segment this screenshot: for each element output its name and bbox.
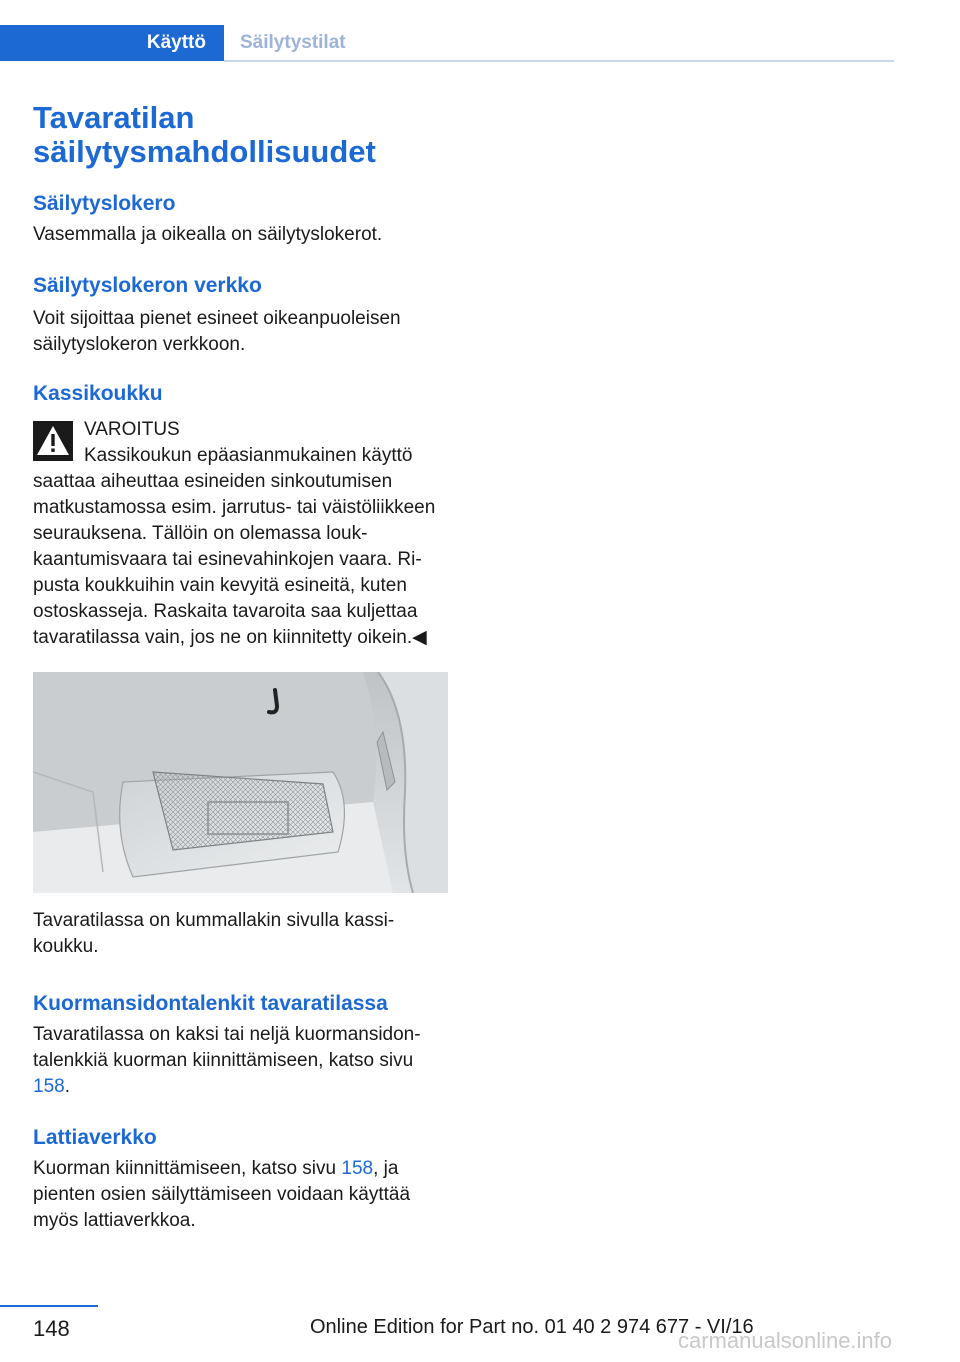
section-heading-kuormansidontalenkit: Kuormansidontalenkit tavaratilassa <box>33 992 388 1015</box>
figure-caption: Tavaratilassa on kummallakin sivulla kassikoukku. <box>33 910 395 957</box>
header-tab-label: Säilytystilat <box>240 32 346 53</box>
section-heading-kassikoukku: Kassikoukku <box>33 382 163 405</box>
body-text: . <box>64 1076 70 1097</box>
section-body: Vasemmalla ja oikealla on säilytyslokerot. <box>33 224 383 245</box>
section-body: Voit sijoittaa pienet esineet oikeanpuoleisen säilytyslokeron verkkoon. <box>33 308 401 355</box>
warning-icon <box>33 421 73 461</box>
section-heading-lattiaverkko: Lattiaverkko <box>33 1126 157 1149</box>
edition-info: Online Edition for Part no. 01 40 2 974 677 - VI/16 <box>310 1316 754 1338</box>
body-text: , ja pienten osien säilyttämiseen voidaan käyttää myös lattiaverkkoa. <box>33 1158 411 1231</box>
warning-text: Kassikoukun epäasianmukainen käyttö <box>84 445 413 466</box>
page-title: Tavaratilan säilytysmahdollisuudet <box>33 100 376 169</box>
footer-divider <box>0 1305 98 1307</box>
warning-text-continued: saattaa aiheuttaa esineiden sinkoutumisen matkustamossa esim. jarrutus- tai väistöliikkeen seurauksena. Tällöin on olemassa loukkaantumisvaara tai esinevahinkojen vaara. Ripusta koukkuihin vain kevyitä esineitä, kuten ostoskasseja. Raskaita tavaroita saa kuljettaa tavaratilassa vain, jos ne on kiinnitetty oikein.◀ <box>33 471 436 648</box>
warning-title: VAROITUS <box>84 419 180 440</box>
luggage-compartment-illustration <box>33 672 448 893</box>
section-body <box>33 1022 443 1100</box>
section-body <box>33 1156 433 1234</box>
page-link-158[interactable]: 158 <box>341 1158 374 1179</box>
body-text: Tavaratilassa on kaksi tai neljä kuormansidontalenkkiä kuorman kiinnittämiseen, katso sivu <box>33 1024 421 1071</box>
header-tab-sailytystilat[interactable] <box>240 25 346 61</box>
body-text: Kuorman kiinnittämiseen, katso sivu <box>33 1158 342 1179</box>
header-divider <box>224 60 894 62</box>
page-number: 148 <box>33 1316 70 1341</box>
watermark: carmanualsonline.info <box>678 1328 893 1353</box>
page-link-158[interactable]: 158 <box>33 1076 65 1097</box>
section-heading-sailytyslokero: Säilytyslokero <box>33 192 176 215</box>
header-tab-kaytto[interactable] <box>0 25 224 61</box>
header-tab-label: Käyttö <box>146 32 206 53</box>
section-heading-verkko: Säilytyslokeron verkko <box>33 274 262 297</box>
